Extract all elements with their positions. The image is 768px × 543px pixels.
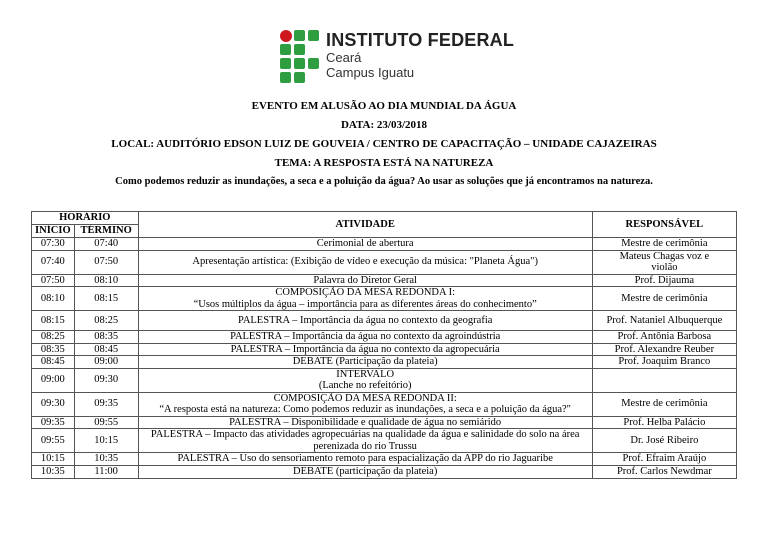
- responsible-cell: [592, 274, 736, 287]
- activity-cell: [138, 343, 592, 356]
- responsible-line: Prof. Carlos Newdmar: [616, 465, 712, 477]
- responsible-line: Prof. Nataniel Albuquerque: [606, 314, 723, 326]
- schedule-row: [32, 429, 737, 453]
- event-title: EVENTO EM ALUSÃO AO DIA MUNDIAL DA ÁGUA: [251, 100, 517, 112]
- activity-line: INTERVALO: [336, 368, 395, 380]
- schedule-row: [32, 465, 737, 478]
- activity-line: PALESTRA – Importância da água no contexto da agroindústria: [230, 331, 501, 342]
- responsible-line: Mestre de cerimônia: [621, 292, 708, 304]
- activity-line: perenizada do rio Trussu: [313, 440, 417, 452]
- event-location: LOCAL: AUDITÓRIO EDSON LUIZ DE GOUVEIA / CENTRO DE CAPACITAÇÃO – UNIDADE CAJAZEIRAS: [111, 138, 657, 150]
- responsible-cell: [592, 287, 736, 311]
- end-time: 08:25: [74, 311, 138, 331]
- activity-cell: [138, 331, 592, 344]
- start-time: 10:35: [32, 465, 75, 478]
- start-time: 08:10: [32, 287, 75, 311]
- responsible-line: Mestre de cerimônia: [621, 238, 708, 249]
- schedule-row: [32, 368, 737, 392]
- activity-line: DEBATE (Participação da plateia): [292, 356, 438, 367]
- responsible-cell: [592, 250, 736, 274]
- horario-header: HORÁRIO: [32, 212, 139, 225]
- responsible-cell: [592, 238, 736, 251]
- end-time: 10:15: [74, 429, 138, 453]
- start-time: 09:35: [32, 416, 75, 429]
- activity-line: DEBATE (participação da plateia): [293, 465, 438, 477]
- responsible-cell: [592, 429, 736, 453]
- start-time: 08:15: [32, 311, 75, 331]
- inicio-header: INÍCIO: [32, 225, 75, 238]
- responsible-cell: [592, 465, 736, 478]
- end-time: 10:35: [74, 453, 138, 466]
- activity-line: Apresentação artística: (Exibição de vídeo e execução da música: "Planeta Água"): [192, 256, 538, 268]
- end-time: 08:35: [74, 331, 138, 344]
- schedule-row: [32, 416, 737, 429]
- responsible-cell: [592, 331, 736, 344]
- activity-cell: [138, 356, 592, 369]
- termino-header: TÉRMINO: [74, 225, 138, 238]
- activity-line: COMPOSIÇÃO DA MESA REDONDA II:: [273, 392, 457, 404]
- start-time: 09:55: [32, 429, 75, 453]
- start-time: 09:30: [32, 392, 75, 416]
- start-time: 09:00: [32, 368, 75, 392]
- start-time: 08:35: [32, 343, 75, 356]
- activity-line: PALESTRA – Impacto das atividades agropecuárias na qualidade da água e salinidade do solo na área: [150, 429, 580, 440]
- schedule-table: [31, 211, 737, 479]
- activity-cell: [138, 429, 592, 453]
- schedule-row: [32, 274, 737, 287]
- responsible-line: Prof. Helba Palácio: [623, 416, 706, 428]
- activity-line: PALESTRA – Importância da água no contexto da agropecuária: [230, 343, 500, 355]
- schedule-row: [32, 343, 737, 356]
- responsible-line: Mestre de cerimônia: [621, 398, 708, 410]
- activity-cell: [138, 453, 592, 466]
- schedule-row: [32, 331, 737, 344]
- responsible-cell: [592, 453, 736, 466]
- event-date: DATA: 23/03/2018: [340, 119, 428, 131]
- activity-line: “Usos múltiplos da água – importância para as diferentes áreas do conhecimento”: [193, 298, 537, 310]
- logo-title: INSTITUTO FEDERAL: [326, 30, 515, 50]
- responsible-cell: [592, 368, 736, 392]
- event-question: Como podemos reduzir as inundações, a seca e a poluição da água? Ao usar as soluções que já encontramos na natureza.: [115, 176, 653, 187]
- start-time: 07:40: [32, 250, 75, 274]
- responsible-cell: [592, 311, 736, 331]
- responsible-line: Prof. Alexandre Reuber: [614, 343, 715, 355]
- start-time: 10:15: [32, 453, 75, 466]
- end-time: 09:35: [74, 392, 138, 416]
- end-time: 09:55: [74, 416, 138, 429]
- activity-cell: [138, 238, 592, 251]
- start-time: 07:50: [32, 274, 75, 287]
- schedule-row: [32, 453, 737, 466]
- schedule-row: [32, 250, 737, 274]
- end-time: 07:50: [74, 250, 138, 274]
- responsible-cell: [592, 343, 736, 356]
- activity-cell: [138, 392, 592, 416]
- responsible-cell: [592, 356, 736, 369]
- end-time: 09:00: [74, 356, 138, 369]
- end-time: 09:30: [74, 368, 138, 392]
- activity-line: COMPOSIÇÃO DA MESA REDONDA I:: [275, 287, 456, 298]
- activity-cell: [138, 465, 592, 478]
- activity-line: PALESTRA – Uso do sensoriamento remoto para espacialização da APP do rio Jaguaribe: [177, 453, 553, 464]
- end-time: 08:45: [74, 343, 138, 356]
- responsavel-header: RESPONSÁVEL: [592, 212, 736, 238]
- activity-line: PALESTRA – Importância da água no contexto da geografia: [237, 314, 493, 326]
- schedule-row: [32, 238, 737, 251]
- responsible-line: violão: [651, 262, 678, 273]
- responsible-line: Prof. Dijauma: [634, 274, 695, 286]
- logo-grid-icon: [280, 30, 322, 86]
- activity-line: PALESTRA – Disponibilidade e qualidade de água no semiárido: [229, 416, 502, 428]
- institute-logo: [280, 30, 515, 86]
- start-time: 07:30: [32, 238, 75, 251]
- responsible-line: Prof. Efraim Araújo: [622, 453, 707, 464]
- end-time: 08:15: [74, 287, 138, 311]
- activity-cell: [138, 311, 592, 331]
- logo-line1: Ceará: [326, 50, 362, 65]
- atividade-header: ATIVIDADE: [138, 212, 592, 238]
- event-theme: TEMA: A RESPOSTA ESTÁ NA NATUREZA: [274, 157, 494, 169]
- activity-line: Palavra do Diretor Geral: [313, 274, 417, 286]
- activity-cell: [138, 416, 592, 429]
- end-time: 11:00: [74, 465, 138, 478]
- activity-cell: [138, 274, 592, 287]
- responsible-line: Dr. José Ribeiro: [630, 434, 699, 446]
- schedule-row: [32, 311, 737, 331]
- responsible-line: Prof. Joaquim Branco: [618, 356, 711, 367]
- responsible-line: Mateus Chagas voz e: [619, 250, 710, 262]
- activity-cell: [138, 250, 592, 274]
- schedule-row: [32, 287, 737, 311]
- start-time: 08:25: [32, 331, 75, 344]
- activity-line: (Lanche no refeitório): [318, 380, 412, 391]
- responsible-cell: [592, 416, 736, 429]
- responsible-line: Prof. Antônia Barbosa: [617, 331, 712, 342]
- activity-line: Cerimonial de abertura: [316, 238, 414, 249]
- end-time: 08:10: [74, 274, 138, 287]
- schedule-row: [32, 356, 737, 369]
- activity-line: “A resposta está na natureza: Como podemos reduzir as inundações, a seca e a poluição da água?": [159, 404, 571, 415]
- logo-line2: Campus Iguatu: [326, 65, 415, 80]
- activity-cell: [138, 368, 592, 392]
- responsible-cell: [592, 392, 736, 416]
- end-time: 07:40: [74, 238, 138, 251]
- schedule-row: [32, 392, 737, 416]
- start-time: 08:45: [32, 356, 75, 369]
- schedule-body: [32, 238, 737, 479]
- activity-cell: [138, 287, 592, 311]
